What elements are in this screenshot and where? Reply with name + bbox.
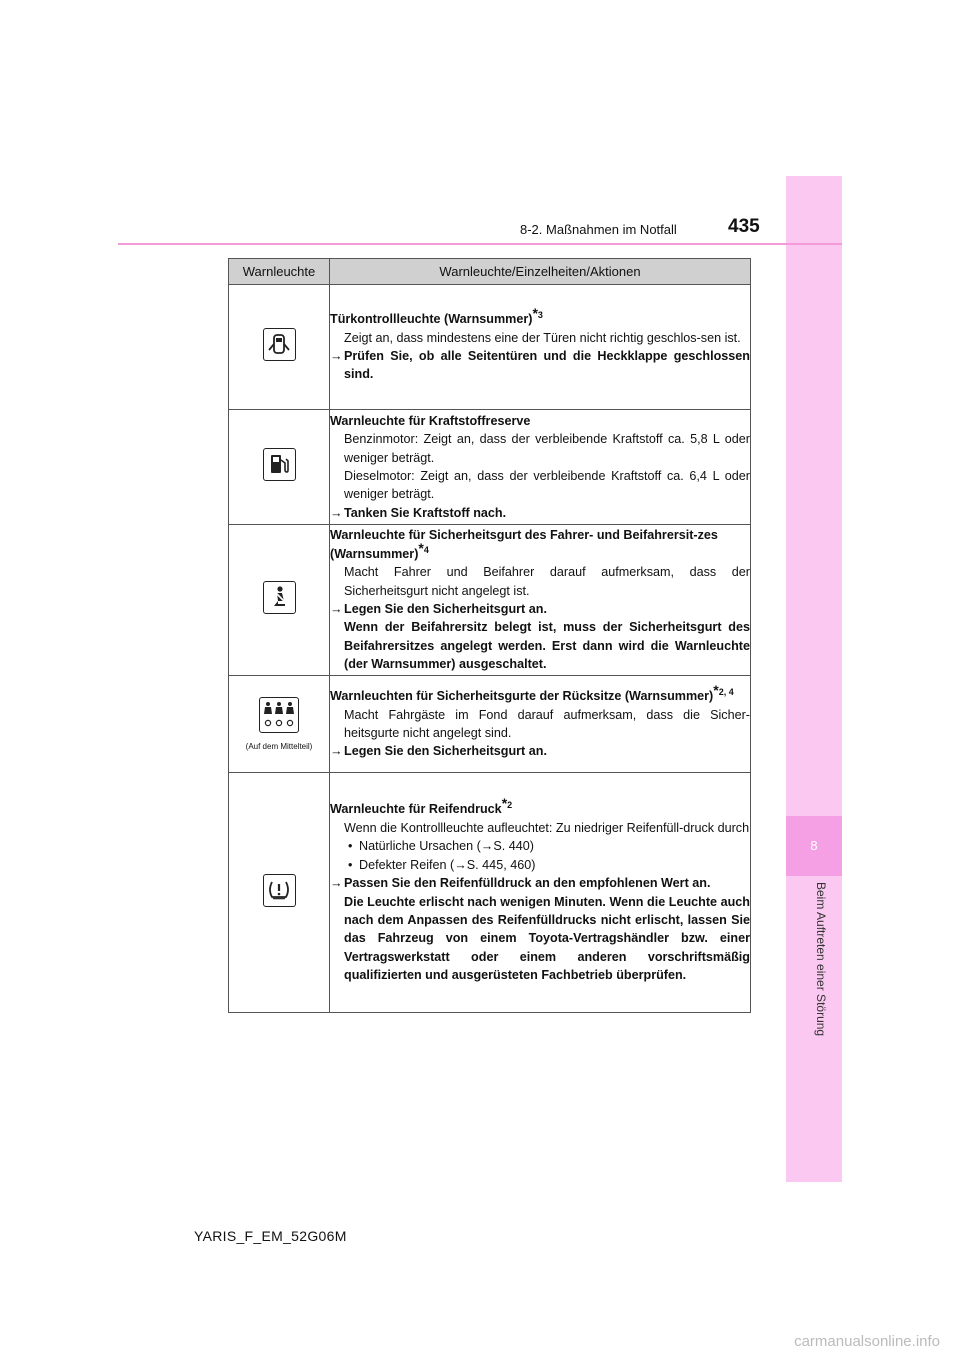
details-cell — [330, 676, 751, 773]
row-title: Warnleuchte für Reifendruck$^{*2}$ — [330, 795, 513, 817]
table-row — [229, 773, 751, 1013]
icon-cell — [229, 410, 330, 525]
row-description: Macht Fahrer und Beifahrer darauf aufmerksam, dass der Sicherheitsgurt nicht angelegt ist. — [344, 565, 750, 598]
table-row — [229, 410, 751, 525]
row-description: Zeigt an, dass mindestens eine der Türen nicht richtig geschlos-sen ist. — [344, 330, 741, 345]
door-open-icon — [263, 328, 296, 361]
list-item: • Natürliche Ursachen (→S. 440) — [348, 839, 534, 854]
tire-pressure-icon — [263, 874, 296, 907]
chapter-number: 8 — [786, 816, 842, 876]
watermark: carmanualsonline.info — [794, 1333, 940, 1350]
column-header-warnleuchte: Warnleuchte — [229, 259, 330, 285]
arrow-icon: → — [330, 876, 343, 891]
section-title: 8-2. Maßnahmen im Notfall — [520, 222, 677, 237]
row-title: Türkontrollleuchte (Warnsummer)$^{*3}$ — [330, 305, 543, 327]
details-cell — [330, 285, 751, 410]
icon-cell — [229, 676, 330, 773]
row-action-note: Die Leuchte erlischt nach wenigen Minuten. Wenn die Leuchte auch nach dem Anpassen des Reifenfülldrucks nicht erlischt, lassen Sie das Fahrzeug von einem Toyota-Vertragshändler bzw. einer Vertragswerkstatt oder einem anderen vorschriftsmäßig qualifizierten und ausgerüsteten Fachbetrieb überprüfen. — [344, 894, 750, 983]
row-action: → Prüfen Sie, ob alle Seitentüren und die Heckklappe geschlossen sind. — [330, 347, 750, 384]
row-action: → Legen Sie den Sicherheitsgurt an. — [330, 600, 750, 618]
details-cell — [330, 410, 751, 525]
header-rule — [118, 243, 842, 245]
row-description: Macht Fahrgäste im Fond darauf aufmerksam, dass die Sicher-heitsgurte nicht angelegt sind. — [344, 707, 750, 740]
details-cell — [330, 525, 751, 676]
row-title: Warnleuchte für Sicherheitsgurt des Fahrer- und Beifahrersit-zes (Warnsummer)$^{*4}$ — [330, 528, 718, 561]
table-row — [229, 676, 751, 773]
row-action: → Legen Sie den Sicherheitsgurt an. — [330, 742, 750, 760]
details-cell — [330, 773, 751, 1013]
row-action: → Tanken Sie Kraftstoff nach. — [330, 504, 750, 522]
row-action-note: Wenn der Beifahrersitz belegt ist, muss der Sicherheitsgurt des Beifahrersitzes angelegt werden. Erst dann wird die Warnleuchte (der Warnsummer) ausgeschaltet. — [344, 620, 750, 672]
table-header-row — [229, 259, 751, 285]
column-header-details: Warnleuchte/Einzelheiten/Aktionen — [330, 259, 751, 285]
fuel-pump-icon — [263, 448, 296, 481]
arrow-icon: → — [330, 602, 343, 616]
icon-cell — [229, 525, 330, 676]
row-title: Warnleuchte für Kraftstoffreserve — [330, 413, 531, 428]
chapter-title: Beim Auftreten einer Störung — [814, 882, 828, 1037]
icon-location-note: (Auf dem Mittelteil) — [245, 742, 313, 751]
row-description-petrol: Benzinmotor: Zeigt an, dass der verbleibende Kraftstoff ca. 5,8 L oder weniger beträgt. — [344, 432, 750, 465]
icon-cell — [229, 285, 330, 410]
warning-lights-table — [228, 258, 751, 1013]
row-description-diesel: Dieselmotor: Zeigt an, dass der verbleibende Kraftstoff ca. 6,4 L oder weniger beträgt. — [344, 469, 750, 502]
arrow-icon: → — [330, 505, 343, 520]
list-item: • Defekter Reifen (→S. 445, 460) — [348, 857, 536, 872]
table-row — [229, 525, 751, 676]
arrow-icon: → — [330, 744, 343, 759]
seatbelt-icon — [263, 581, 296, 614]
page-number: 435 — [728, 216, 760, 237]
rear-seatbelts-icon — [259, 697, 299, 733]
row-description: Wenn die Kontrollleuchte aufleuchtet: Zu niedriger Reifenfüll-druck durch — [344, 820, 750, 835]
arrow-icon: → — [330, 349, 343, 363]
icon-cell — [229, 773, 330, 1013]
document-code: YARIS_F_EM_52G06M — [194, 1228, 347, 1244]
row-title: Warnleuchten für Sicherheitsgurte der Rücksitze (Warnsummer)$^{*2, 4}$ — [330, 682, 734, 704]
table-row — [229, 285, 751, 410]
row-action: → Passen Sie den Reifenfülldruck an den empfohlenen Wert an. — [330, 874, 750, 892]
